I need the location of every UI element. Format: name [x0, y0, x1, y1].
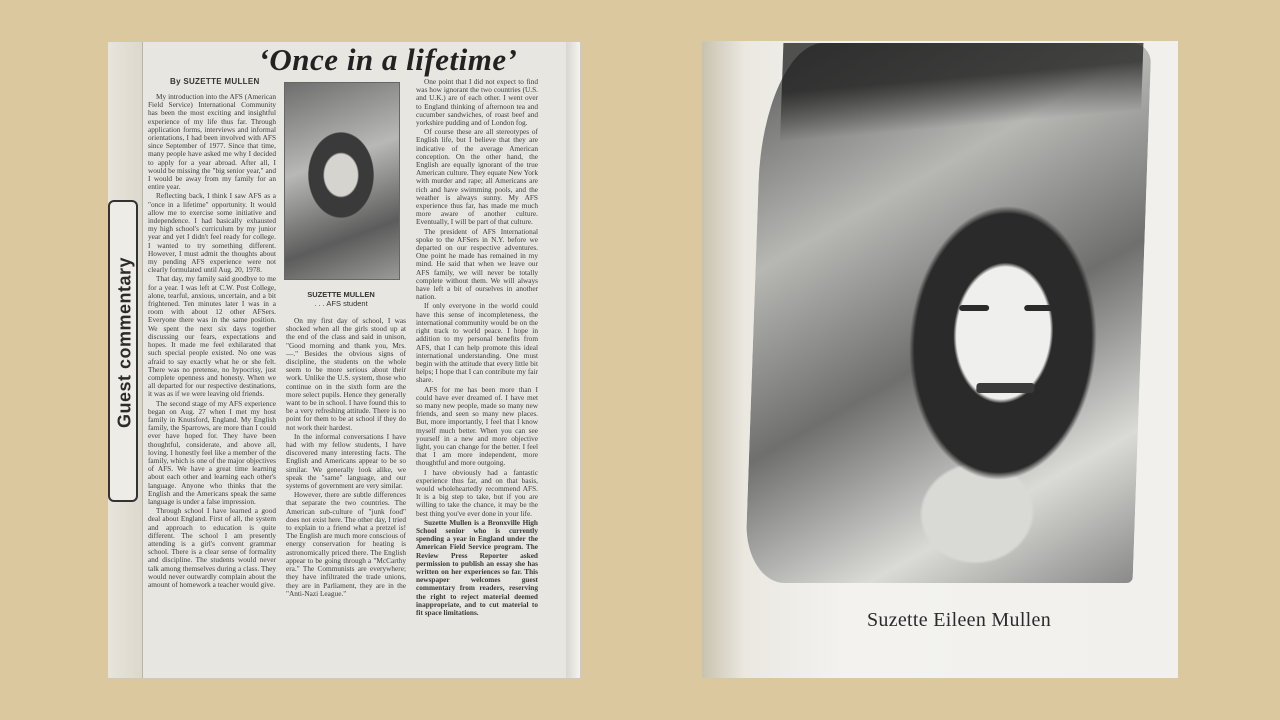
yearbook-caption: Suzette Eileen Mullen — [866, 609, 1052, 631]
paragraph: I have obviously had a fantastic experience thus far, and on that basis, would wholeheartedly recommend AFS. It is a big step to take, but if you are willing to take the chance, it may be the best thing you've ever done in your life. — [416, 467, 538, 518]
editor-note: Suzette Mullen is a Bronxville High School senior who is currently spending a year in England under the American Field Service program. The Review Press Reporter asked permission to publish an essay she has written on her experiences so far. This newspaper welcomes guest commentary from readers, reserving the right to reject material deemed inappropriate, and to cut material to fit space limitations. — [416, 517, 538, 617]
article-column-3 — [416, 78, 538, 676]
guest-commentary-label: Guest commentary — [114, 256, 135, 429]
paragraph: That day, my family said goodbye to me for a year. I was left at C.W. Post College, alone, tearful, anxious, uncertain, and a bit frightened. Ten minutes later I was in a room with about 12 other AFSers. Everyone there was in the same position. We spent the next six days together discussing our fears, expectations and hopes. It made me feel exhilarated that such special people existed. No one was afraid to say exactly what he or she felt. There was no pretense, no hypocrisy, just complete openness and honesty. When we all departed for our respective destinations, it was as if we were leaving old friends. — [148, 274, 276, 399]
photo-caption — [284, 290, 398, 308]
right-eye — [1024, 305, 1054, 311]
clipping-edge — [566, 42, 580, 678]
foliage-shadow — [780, 43, 1144, 153]
paragraph: If only everyone in the world could have this sense of incompleteness, the international community would be on the right track to world peace. I hope in addition to my personal benefits from AFS, that I can help promote this ideal international understanding. One must begin with the attitude that every little bit helps; I hope that I can contribute my fair share. — [416, 301, 538, 385]
paragraph: AFS for me has been more than I could have ever dreamed of. I have met so many new people, made so many new friends, and seen so many new places. But, more importantly, I feel that I know myself much better. When you can see yourself in a new and more objective light, you can change for the better. I feel that I am more independent, more thoughtful and more outgoing. — [416, 384, 538, 468]
smile — [976, 383, 1034, 393]
newspaper-clipping — [108, 42, 580, 678]
article-headline: ‘Once in a lifetime’ — [258, 42, 518, 77]
paragraph: In the informal conversations I have had with my fellow students, I have discovered many interesting facts. The English and Americans appear to be so similar. We generally look alike, we speak the "same" language, and our systems of government are very similar. — [286, 431, 406, 491]
article-column-1 — [148, 93, 276, 677]
paragraph: The president of AFS International spoke to the AFSers in N.Y. before we departed on our respective adventures. One point he made has remained in my mind. He said that when we leave our AFS family, we will never be totally complete without them. We will always have left a bit of ourselves in another nation. — [416, 226, 538, 302]
paragraph: On my first day of school, I was shocked when all the girls stood up at the end of the class and said in unison, "Good morning and thank you, Mrs. —." Besides the obvious signs of discipline, the students on the whole seem to be more serious about their work. Unlike the U.S. system, those who continue on in the sixth form are the more select pupils. Hence they generally want to be in school. I have found this to be a very refreshing attitude. There is no point for them to be at school if they do not work their hardest. — [286, 317, 406, 432]
author-photo — [284, 82, 400, 280]
paragraph: The second stage of my AFS experience began on Aug. 27 when I met my host family in Knutsford, England. My English family, the Sparrows, are more than I could ever have hoped for. They have been thoughtful, considerate, and above all, loving. I honestly feel like a member of the family, which is one of the major objectives of AFS. We have a great time learning about each other and learning each other's language. Anyone who thinks that the English and the Americans speak the same language is under a false impression. — [148, 398, 276, 506]
paragraph: One point that I did not expect to find was how ignorant the two countries (U.S. and U.K.) are of each other. I went over to England thinking of afternoon tea and cucumber sandwiches, of roast beef and yorkshire pudding and of London fog. — [416, 78, 538, 128]
article-column-2 — [286, 317, 406, 677]
article-byline: By SUZETTE MULLEN — [170, 77, 260, 86]
paragraph: My introduction into the AFS (American Field Service) International Community has been the most exciting and insightful experience of my life thus far. Through application forms, interviews and informal orientations, I had been involved with AFS since September of 1977. Since that time, many people have asked me why I decided to apply for a year abroad. After all, I would be missing the "big senior year," and I would be away from my family for an entire year. — [148, 93, 276, 192]
photo-caption-name: SUZETTE MULLEN — [307, 290, 375, 299]
yearbook-page — [702, 41, 1178, 678]
paragraph: Through school I have learned a good deal about England. First of all, the system and approach to education is quite different. The school I am presently attending is a girl's convent grammar school. There is a clear sense of formality and discipline. The students would never talk among themselves during a class. They would never outwardly complain about the amount of homework a teacher would give. — [148, 506, 276, 589]
photo-caption-subtitle: . . . AFS student — [314, 299, 368, 308]
paragraph: Reflecting back, I think I saw AFS as a "once in a lifetime" opportunity. It would allow me to exercise some initiative and independence. I had basically exhausted my high school's curriculum by my junior year and yet I didn't feel ready for college. I wanted to try something different. However, I must admit the thoughts about my pending AFS experience were not clearly formulated until Aug. 20, 1978. — [148, 191, 276, 275]
left-eye — [959, 305, 989, 311]
paragraph: Of course these are all stereotypes of English life, but I believe that they are indicative of the average American conception. On the other hand, the English are equally ignorant of the true American culture. They equate New York with murder and rape; all Americans are rich and have swimming pools, and the weather is always sunny. My AFS experience thus far, has made me much more aware of another culture. Eventually, I will be part of that culture. — [416, 127, 538, 227]
yearbook-portrait — [745, 43, 1152, 583]
paragraph: However, there are subtle differences that separate the two countries. The American sub-culture of "junk food" does not exist here. The other day, I tried to explain to a friend what a pretzel is! The English are much more conscious of energy conservation for heating is astronomically priced there. The English appear to be going through a "McCarthy era." The Communists are everywhere; they have infiltrated the trade unions, they are in Parliament, they are in the "Anti-Nazi League." — [286, 490, 406, 598]
